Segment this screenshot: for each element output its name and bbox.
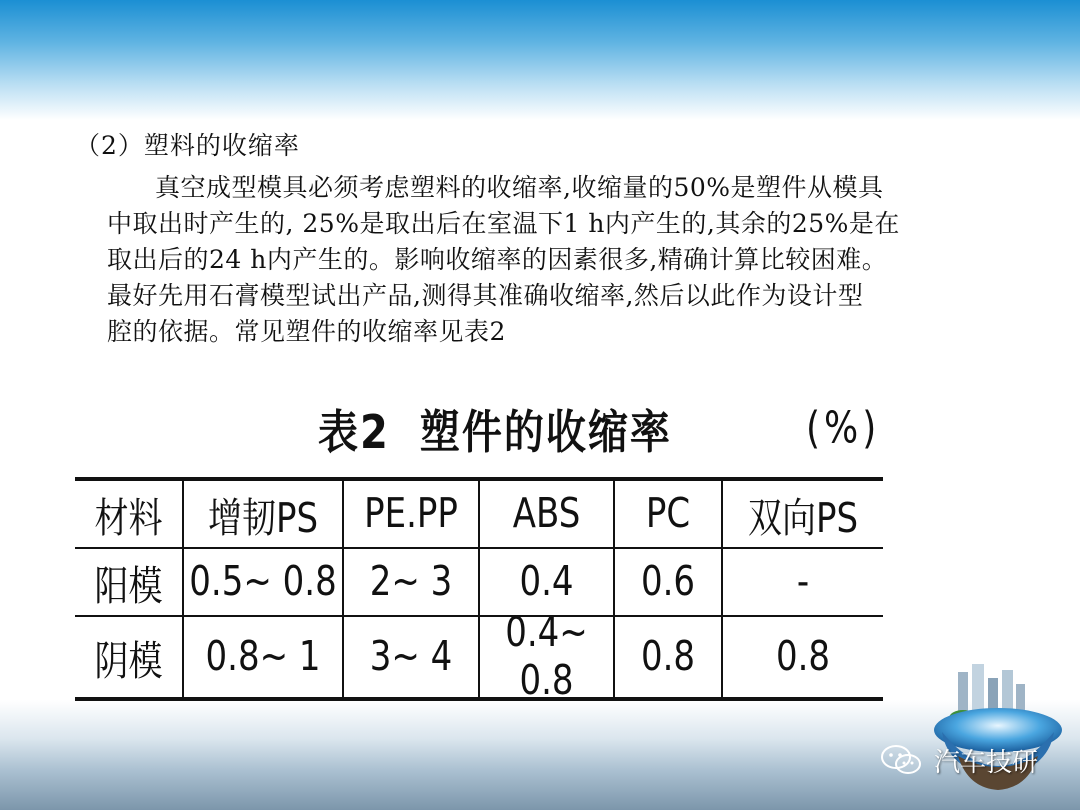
watermark: [880, 742, 1038, 778]
paragraph-line: 腔的依据。常见塑件的收缩率见表2: [107, 317, 506, 346]
table-cell: 0.4: [479, 548, 614, 616]
table-cell: 0.6: [614, 548, 722, 616]
table-row: [75, 548, 883, 616]
table-cell: -: [722, 548, 883, 616]
table-number: 表2: [318, 406, 390, 460]
table-header-cell: PC: [614, 479, 722, 548]
table-header-cell: PE.PP: [343, 479, 479, 548]
table-header-row: [75, 479, 883, 548]
paragraph-line: 最好先用石膏模型试出产品,测得其准确收缩率,然后以此作为设计型: [107, 281, 864, 310]
paragraph-line: 取出后的24 h内产生的。影响收缩率的因素很多,精确计算比较困难。: [107, 245, 888, 274]
table-row: [75, 616, 883, 699]
table-caption: 塑件的收缩率: [419, 406, 672, 460]
wechat-icon: [880, 744, 922, 776]
table-cell: 0.5~ 0.8: [183, 548, 343, 616]
section-heading: （2）塑料的收缩率: [75, 131, 300, 160]
table-cell: 阳模: [75, 548, 183, 616]
paragraph-line: 中取出时产生的, 25%是取出后在室温下1 h内产生的,其余的25%是在: [107, 209, 900, 238]
table-cell: 阴模: [75, 616, 183, 699]
header-gradient-band: [0, 0, 1080, 120]
watermark-text: 汽车技研: [934, 747, 1039, 778]
table-header-cell: 材料: [75, 479, 183, 548]
table-cell: 0.8: [722, 616, 883, 699]
table-header-cell: ABS: [479, 479, 614, 548]
table-cell: 0.8~ 1: [183, 616, 343, 699]
table-unit: (%): [806, 404, 881, 454]
table-cell: 0.8: [614, 616, 722, 699]
table-header-cell: 增韧PS: [183, 479, 343, 548]
table-title: [318, 396, 672, 462]
shrinkage-table: [75, 477, 883, 705]
paragraph-line: 真空成型模具必须考虑塑料的收缩率,收缩量的50%是塑件从模具: [155, 173, 884, 202]
body-paragraph: [107, 170, 1017, 350]
table-cell: 3~ 4: [343, 616, 479, 699]
table-cell: 2~ 3: [343, 548, 479, 616]
table-cell: 0.4~ 0.8: [479, 616, 614, 699]
table-header-cell: 双向PS: [722, 479, 883, 548]
